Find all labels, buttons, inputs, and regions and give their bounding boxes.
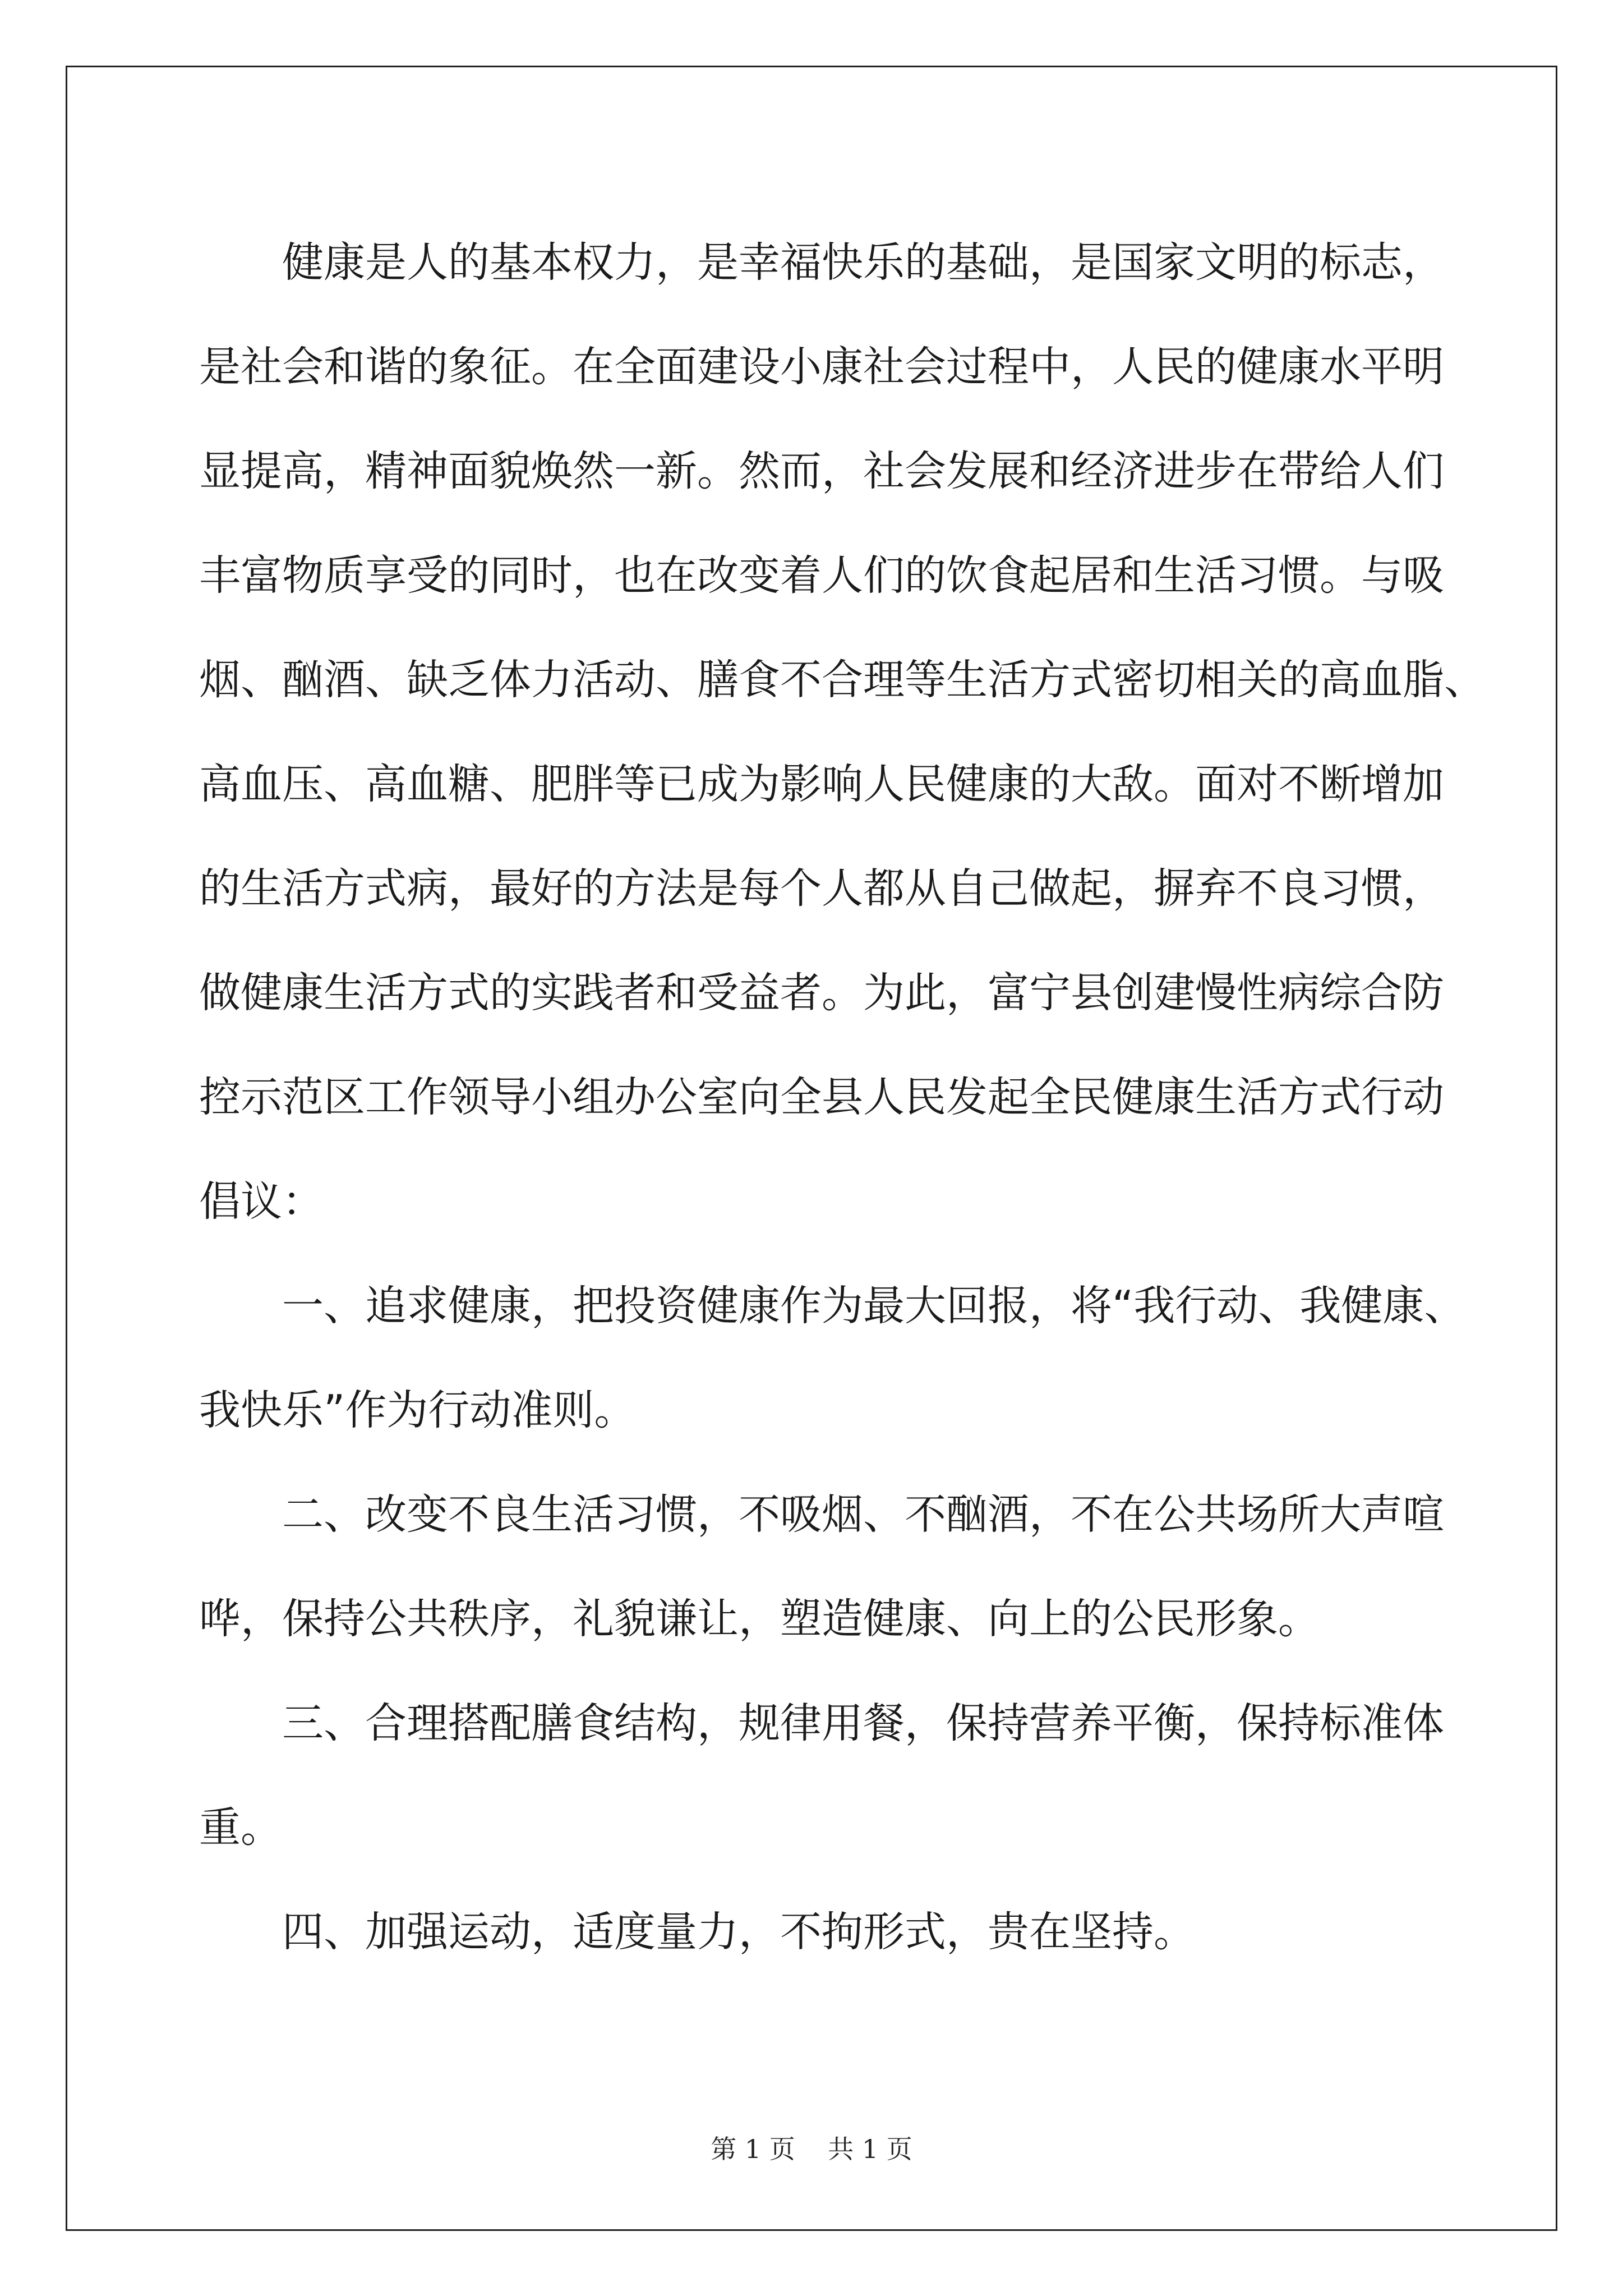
proposal-item-4-line: 四、加强运动，适度量力，不拘形式，贵在坚持。 [282,1908,1195,1956]
paragraph-line: 健康是人的基本权力，是幸福快乐的基础，是国家文明的标志， [282,238,1444,287]
page-number-footer: 第 1 页 共 1 页 [711,2134,912,2164]
document-body [199,210,1486,1984]
proposal-item-1-line: 一、追求健康，把投资健康作为最大回报，将“我行动、我健康、 [282,1282,1466,1330]
paragraph-line: 高血压、高血糖、肥胖等已成为影响人民健康的大敌。面对不断增加 [199,760,1444,808]
paragraph-line: 控示范区工作领导小组办公室向全县人民发起全民健康生活方式行动 [199,1073,1444,1121]
paragraph-line: 的生活方式病，最好的方法是每个人都从自己做起，摒弃不良习惯， [199,864,1444,913]
paragraph-line: 是社会和谐的象征。在全面建设小康社会过程中，人民的健康水平明 [199,343,1444,391]
paragraph-line: 丰富物质享受的同时，也在改变着人们的饮食起居和生活习惯。与吸 [199,551,1444,600]
proposal-item-3-line: 三、合理搭配膳食结构，规律用餐，保持营养平衡，保持标准体 [282,1699,1444,1747]
paragraph-line: 做健康生活方式的实践者和受益者。为此，富宁县创建慢性病综合防 [199,969,1444,1017]
proposal-item-2-line: 二、改变不良生活习惯，不吸烟、不酗酒，不在公共场所大声喧 [282,1490,1444,1539]
paragraph-line: 显提高，精神面貌焕然一新。然而，社会发展和经济进步在带给人们 [199,447,1444,495]
proposal-item-1-line: 我快乐”作为行动准则。 [199,1386,636,1434]
proposal-item-3-line: 重。 [199,1803,282,1852]
proposal-item-2-line: 哗，保持公共秩序，礼貌谦让，塑造健康、向上的公民形象。 [199,1595,1320,1643]
paragraph-line: 倡议： [199,1177,324,1226]
paragraph-line: 烟、酗酒、缺乏体力活动、膳食不合理等生活方式密切相关的高血脂、 [199,656,1486,704]
